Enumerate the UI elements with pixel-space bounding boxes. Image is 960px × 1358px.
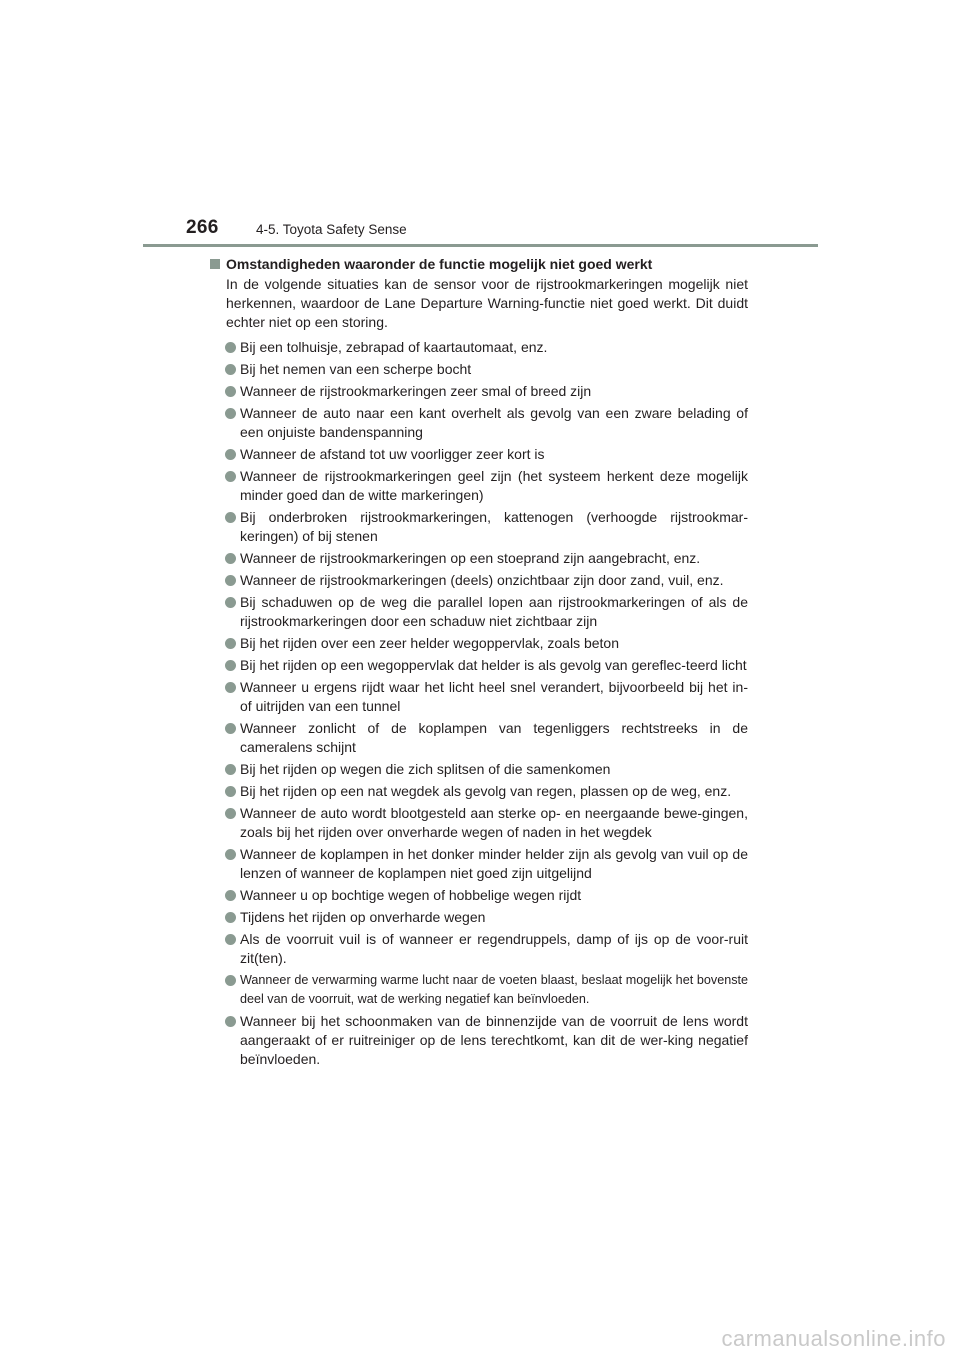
list-item — [210, 508, 748, 546]
list-item — [210, 782, 748, 801]
list-item — [210, 1012, 748, 1069]
list-item — [210, 971, 748, 1009]
conditions-list — [210, 338, 748, 1069]
list-item-text: Als de voorruit vuil is of wanneer er regendruppels, damp of ijs op de voor-ruit zit(ten). — [240, 931, 748, 966]
list-item — [210, 404, 748, 442]
list-item — [210, 804, 748, 842]
bullet-icon — [225, 723, 236, 734]
list-item-text: Bij het rijden op een nat wegdek als gevolg van regen, plassen op de weg, enz. — [240, 783, 732, 799]
list-item-text: Bij het nemen van een scherpe bocht — [240, 361, 472, 377]
bullet-icon — [225, 449, 236, 460]
square-bullet-icon — [210, 259, 220, 269]
bullet-icon — [225, 575, 236, 586]
section-heading — [210, 255, 748, 274]
list-item — [210, 886, 748, 905]
list-item-text: Wanneer de rijstrookmarkeringen geel zijn (het systeem herkent deze mogelijk minder goed dan de witte markeringen) — [240, 468, 748, 503]
bullet-icon — [225, 471, 236, 482]
bullet-icon — [225, 364, 236, 375]
list-item-text: Wanneer de afstand tot uw voorligger zeer kort is — [240, 446, 545, 462]
list-item-text: Wanneer de rijstrookmarkeringen (deels) onzichtbaar zijn door zand, vuil, enz. — [240, 572, 724, 588]
intro-paragraph: In de volgende situaties kan de sensor voor de rijstrookmarkeringen mogelijk niet herkennen, waardoor de Lane Departure Warning-functie niet goed werkt. Dit duidt echter niet op een storing. — [226, 276, 748, 330]
bullet-icon — [225, 553, 236, 564]
list-item — [210, 634, 748, 653]
bullet-icon — [225, 764, 236, 775]
list-item — [210, 760, 748, 779]
list-item — [210, 656, 748, 675]
bullet-icon — [225, 660, 236, 671]
list-item-text: Wanneer u op bochtige wegen of hobbelige wegen rijdt — [240, 887, 582, 903]
list-item-text: Bij schaduwen op de weg die parallel lopen aan rijstrookmarkeringen of als de rijstrookmarkeringen door een schaduw niet zichtbaar zijn — [240, 594, 748, 629]
list-item — [210, 338, 748, 357]
list-item — [210, 678, 748, 716]
list-item — [210, 382, 748, 401]
page-number: 266 — [186, 217, 219, 238]
bullet-icon — [225, 890, 236, 901]
bullet-icon — [225, 1016, 236, 1027]
list-item-text: Wanneer de auto wordt blootgesteld aan sterke op- en neergaande bewe-gingen, zoals bij het rijden over onverharde wegen of naden in het wegdek — [240, 805, 748, 840]
list-item — [210, 719, 748, 757]
bullet-icon — [225, 849, 236, 860]
bullet-icon — [225, 682, 236, 693]
list-item-text: Wanneer u ergens rijdt waar het licht heel snel verandert, bijvoorbeeld bij het in- of uitrijden van een tunnel — [240, 679, 748, 714]
bullet-icon — [225, 342, 236, 353]
list-item — [210, 930, 748, 968]
list-item-text: Wanneer bij het schoonmaken van de binnenzijde van de voorruit de lens wordt aangeraakt of er ruitreiniger op de lens terechtkomt, kan dit de wer-king negatief beïnvloeden. — [240, 1013, 748, 1067]
list-item — [210, 571, 748, 590]
list-item — [210, 908, 748, 927]
content — [210, 255, 748, 1072]
heading-text: Omstandigheden waaronder de functie mogelijk niet goed werkt — [226, 256, 653, 272]
list-item-text: Bij een tolhuisje, zebrapad of kaartautomaat, enz. — [240, 339, 548, 355]
section-title: 4-5. Toyota Safety Sense — [256, 222, 407, 237]
list-item — [210, 445, 748, 464]
header-rule — [143, 244, 818, 247]
list-item-text: Wanneer de rijstrookmarkeringen zeer smal of breed zijn — [240, 383, 592, 399]
list-item — [210, 593, 748, 631]
list-item — [210, 467, 748, 505]
bullet-icon — [225, 934, 236, 945]
list-item-text: Wanneer de auto naar een kant overhelt als gevolg van een zware belading of een onjuiste bandenspanning — [240, 405, 748, 440]
list-item — [210, 845, 748, 883]
bullet-icon — [225, 386, 236, 397]
list-item-text: Wanneer de verwarming warme lucht naar de voeten blaast, beslaat mogelijk het bovenste deel van de voorruit, wat de werking negatief kan beïnvloeden. — [240, 973, 748, 1006]
bullet-icon — [225, 975, 236, 986]
list-item-text: Tijdens het rijden op onverharde wegen — [240, 909, 486, 925]
bullet-icon — [225, 808, 236, 819]
list-item-text: Wanneer de koplampen in het donker minder helder zijn als gevolg van vuil op de lenzen of wanneer de koplampen niet goed zijn uitgelijnd — [240, 846, 748, 881]
list-item-text: Bij onderbroken rijstrookmarkeringen, kattenogen (verhoogde rijstrookmar-keringen) of bij stenen — [240, 509, 748, 544]
watermark: carmanualsonline.info — [721, 1326, 946, 1351]
list-item-text: Bij het rijden op wegen die zich splitsen of die samenkomen — [240, 761, 611, 777]
list-item-text: Bij het rijden over een zeer helder wegoppervlak, zoals beton — [240, 635, 620, 651]
bullet-icon — [225, 912, 236, 923]
list-item — [210, 549, 748, 568]
bullet-icon — [225, 638, 236, 649]
bullet-icon — [225, 512, 236, 523]
list-item-text: Bij het rijden op een wegoppervlak dat helder is als gevolg van gereflec-teerd licht — [240, 657, 747, 673]
bullet-icon — [225, 408, 236, 419]
list-item-text: Wanneer zonlicht of de koplampen van tegenliggers rechtstreeks in de cameralens schijnt — [240, 720, 748, 755]
bullet-icon — [225, 786, 236, 797]
list-item — [210, 360, 748, 379]
list-item-text: Wanneer de rijstrookmarkeringen op een stoeprand zijn aangebracht, enz. — [240, 550, 701, 566]
bullet-icon — [225, 597, 236, 608]
